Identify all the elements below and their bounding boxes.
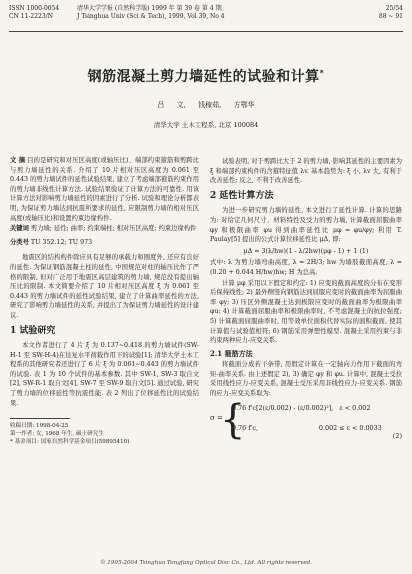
- author: 吕 文,: [157, 101, 186, 109]
- journal-name-cn: 清华大学学报 (自然科学版) 1999 年 第 39 卷 第 4 期: [77, 5, 222, 12]
- header-journal: [77, 5, 225, 21]
- footnote: * 基金项目: 国家自然科学基金项目(59895410): [10, 439, 130, 446]
- issn: ISSN 1000-0054: [9, 5, 60, 12]
- page-range: 88 ~ 91: [378, 13, 403, 20]
- author-list: [0, 100, 412, 110]
- keywords-text: 剪力墙; 延性; 曲率; 约束端柱; 相对压区高度; 约束边缘构件: [30, 225, 197, 233]
- right-column: [210, 157, 402, 444]
- page-ref-a: 25/54: [385, 5, 403, 12]
- subsection-2-1-paragraph: 将截面分成若干条带, 用假定计算在一定轴向力作用下截面的弯矩-曲率关系. 由上述假定 2), 3) 确定 φy 和 φu. 计算中, 混凝土受拉采用线性应力-应变关系, 混凝土受压采用非线性应力-应变关系. 钢筋的应力-应变关系取为:: [210, 361, 402, 398]
- author: 钱稼茹,: [198, 101, 222, 109]
- journal-name-en: J Tsinghua Univ (Sci & Tech), 1999, Vol 39, No 4: [77, 13, 225, 20]
- intro-paragraph: 地震区的结构构件除应具有足够的承载力和刚度外, 还应有良好的延性. 为保证钢筋混凝土柱的延性, 中国规范对柱的轴压比作了严格的限制, 但对广泛用于地震区高层建筑的剪力墙, 规范没有提出轴压比的限制. 本文简要介绍了 10 片相对压区高度 ξ 为 0.061 至 0.443 的剪力墙试件的延性试验结果, 建立了计算曲率延性的方法, 研究了影响剪力墙延性的关系, 并提出了为保证剪力墙延性的设计建议.: [10, 254, 199, 319]
- keywords: [10, 224, 199, 234]
- cn-number: CN 11-2223/N: [9, 13, 53, 20]
- section-2-paragraph-1: 为进一步研究剪力墙的延性, 本文进行了延性计算. 计算的思路为: 对给定几何尺寸、材料特性及受力的剪力墙, 计算截面屈服曲率 φy 和极限曲率 φu 得到曲率延性比 μφ = φu/φy; 利用 T. Paulay[5] 提出的公式计算位移延性比 μΔ, 即:: [210, 207, 402, 244]
- left-column: [10, 156, 199, 446]
- section-1-paragraph: 本文作者进行了 4 片 ξ 为 0.137~0.418 的剪力墙试件(SW-H-1 至 SW-H-4)在往复水平荷载作用下的试验[1]; 清华大学土木工程系的其他研究者还进行了 6 片 ξ 为 0.061~0.443 的剪力墙试件的试验. 表 1 为 10 个试件的基本参数. 其中 SW-1, SW-3 取自文[2], SW-R-1 取自文[4], SW-7 至 SW-9 取自文[5]. 通过试验, 研究了剪力墙的位移延性等抗震性能. 表 2 列出了位移延性比的试验结果.: [10, 342, 199, 407]
- equation-number: (2): [392, 431, 402, 440]
- formula-1: μΔ = 3(λ/hw)(1 - λ/2hw)(μφ - 1) + 1 (1): [243, 247, 369, 255]
- abstract-label: 文 摘: [10, 157, 26, 164]
- header-right: [379, 5, 403, 21]
- results-paragraph: 试验表明, 对于剪跨比大于 2 的剪力墙, 影响其延性的主要因素为 ξ 和端部约束构件的含箍特征值 λv. 基本趋势为: ξ 小, λv 大, 有利于改善延性; 反之, 不利于改善延性.: [210, 158, 402, 185]
- footnotes: [10, 422, 199, 446]
- footnote: 第一作者: 女, 1968 年生, 硕士研究生: [10, 431, 104, 438]
- section-heading: 1 试验研究: [10, 325, 56, 336]
- equation-2: [210, 396, 402, 443]
- header-left: [9, 5, 59, 21]
- section-2-paragraph-3: 计算 μφ 采用以下假定和约定: 1) 应变的截面高度的分布在变形后保持线性; 2) 最外侧竖向钢筋达到屈服应变时的截面曲率为屈服曲率 φy; 3) 压区外侧混凝土达到极限应变时的截面曲率为极限曲率 φu; 4) 计算截面屈服曲率和极限曲率时, 不考虑混凝土的抗拉强度; 5) 计算截面屈服曲率时, 用等效单位面积代替实际的面积截面, 使其计算值与试验值相符; 6) 钢筋采用弹塑性模型. 混凝土采用约束与非约束两种应力-应变关系.: [210, 279, 402, 345]
- abstract: [10, 156, 199, 223]
- title-footnote-mark: *: [319, 67, 325, 78]
- footnote-rule: [10, 418, 70, 419]
- equation-case: 0.76 f'c, 0.002 ≤ ε < 0.0033: [232, 423, 382, 432]
- subsection-heading: 2.1 箍筋方法: [210, 348, 253, 358]
- classification: [10, 238, 199, 248]
- affiliation: 清华大学 土木工程系, 北京 100084: [153, 121, 259, 129]
- section-heading: 2 延性计算方法: [210, 190, 274, 201]
- copyright-notice: © 1995-2004 Tsinghua Tongfang Optical Disc Co., Ltd. All rights reserved.: [99, 560, 313, 566]
- abstract-text: 目的是研究和对压区高度(或轴压比)、端部约束箍筋和剪跨比与剪力墙延性的关系. 介绍了 10 片相对压区高度为 0.061 至 0.443 的剪力墙试件的延性试验结果, 建立了考虑端部箍筋约束作用的剪力墙非线性计算方法. 试验结果验证了计算方法的可靠性. 用该计算方法对影响剪力墙延性的因素进行了分析. 试验和理论分析都表明, 为保证剪力墙达到抗震所要求的延性, 应限制剪力墙的相对压区高度(或轴压比)和设置约束边缘构件.: [10, 157, 199, 222]
- equation-lhs: σ =: [210, 413, 223, 422]
- equation-brace: {: [220, 396, 246, 443]
- keywords-label: 关键词: [10, 225, 29, 233]
- classification-label: 分类号: [10, 238, 29, 246]
- paper-title: [0, 66, 412, 86]
- title-text: 钢筋混凝土剪力墙延性的试验和计算: [87, 69, 320, 85]
- section-2-paragraph-2: 式中: λ 为剪力墙弯曲高度, λ = 2H/3; hw 为墙肢截面高度, λ = (0.20 + 0.044 H/hw)hw; H 为总高.: [210, 259, 402, 276]
- running-header: [9, 5, 403, 32]
- footnote: 收稿日期: 1998-04-25: [10, 423, 69, 430]
- equation-case: 0.76 f'c[2(ε/0.002) - (ε/0.002)²], ε < 0.002: [232, 403, 371, 412]
- classification-text: TU 352.12; TU 973: [30, 238, 93, 246]
- author: 方鄂华: [233, 101, 255, 109]
